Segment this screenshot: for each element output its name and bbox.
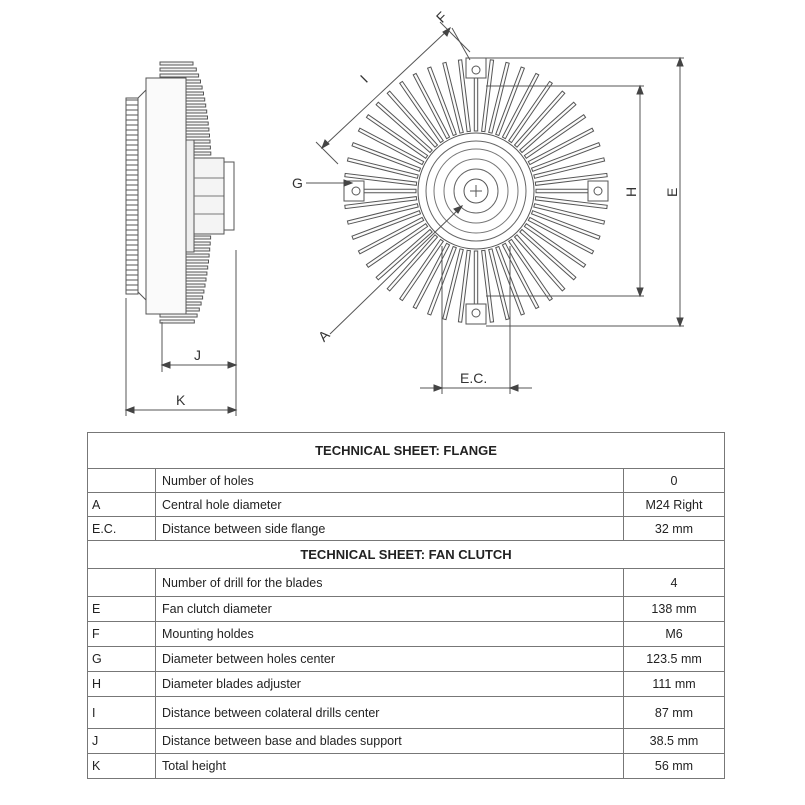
row-value: 56 mm — [624, 754, 725, 779]
fan-clutch-title: TECHNICAL SHEET: FAN CLUTCH — [88, 541, 725, 569]
row-code — [88, 569, 156, 597]
table-row — [88, 754, 725, 779]
row-description: Central hole diameter — [156, 493, 624, 517]
table-row — [88, 493, 725, 517]
row-description: Fan clutch diameter — [156, 597, 624, 622]
side-view — [126, 62, 236, 416]
table-row — [88, 672, 725, 697]
flange-title-row — [88, 433, 725, 469]
row-code: I — [88, 697, 156, 729]
fan-clutch-title-row — [88, 541, 725, 569]
row-description: Diameter blades adjuster — [156, 672, 624, 697]
table-row — [88, 622, 725, 647]
flange-title: TECHNICAL SHEET: FLANGE — [88, 433, 725, 469]
row-value: 0 — [624, 469, 725, 493]
table-row — [88, 517, 725, 541]
table-row — [88, 647, 725, 672]
label-i: I — [356, 71, 371, 86]
label-a: A — [314, 326, 333, 345]
row-description: Distance between side flange — [156, 517, 624, 541]
row-code: F — [88, 622, 156, 647]
label-ec: E.C. — [460, 370, 488, 386]
row-code: J — [88, 729, 156, 754]
row-code: E.C. — [88, 517, 156, 541]
row-value: 87 mm — [624, 697, 725, 729]
label-j: J — [194, 347, 201, 363]
row-value: 123.5 mm — [624, 647, 725, 672]
row-code: H — [88, 672, 156, 697]
label-h: H — [623, 186, 639, 197]
row-code: E — [88, 597, 156, 622]
front-view — [292, 8, 684, 394]
side-fin — [160, 68, 196, 71]
row-value: 38.5 mm — [624, 729, 725, 754]
row-description: Total height — [156, 754, 624, 779]
row-description: Distance between colateral drills center — [156, 697, 624, 729]
row-description: Mounting holdes — [156, 622, 624, 647]
row-description: Number of drill for the blades — [156, 569, 624, 597]
label-e: E — [664, 187, 680, 197]
row-value: 138 mm — [624, 597, 725, 622]
label-g: G — [292, 175, 303, 191]
side-body — [146, 78, 186, 314]
row-value: M6 — [624, 622, 725, 647]
table-row — [88, 729, 725, 754]
table-row — [88, 597, 725, 622]
side-fin — [160, 320, 194, 323]
table-row — [88, 469, 725, 493]
row-value: 32 mm — [624, 517, 725, 541]
row-code: G — [88, 647, 156, 672]
row-description: Number of holes — [156, 469, 624, 493]
label-k: K — [176, 392, 186, 408]
table-row — [88, 569, 725, 597]
row-value: 4 — [624, 569, 725, 597]
label-f: F — [432, 8, 451, 26]
table-row — [88, 697, 725, 729]
row-code: A — [88, 493, 156, 517]
row-code: K — [88, 754, 156, 779]
row-value: M24 Right — [624, 493, 725, 517]
side-fin — [160, 74, 199, 77]
side-fin — [160, 62, 193, 65]
row-description: Diameter between holes center — [156, 647, 624, 672]
row-code — [88, 469, 156, 493]
technical-sheet-table — [87, 432, 725, 779]
row-value: 111 mm — [624, 672, 725, 697]
row-description: Distance between base and blades support — [156, 729, 624, 754]
